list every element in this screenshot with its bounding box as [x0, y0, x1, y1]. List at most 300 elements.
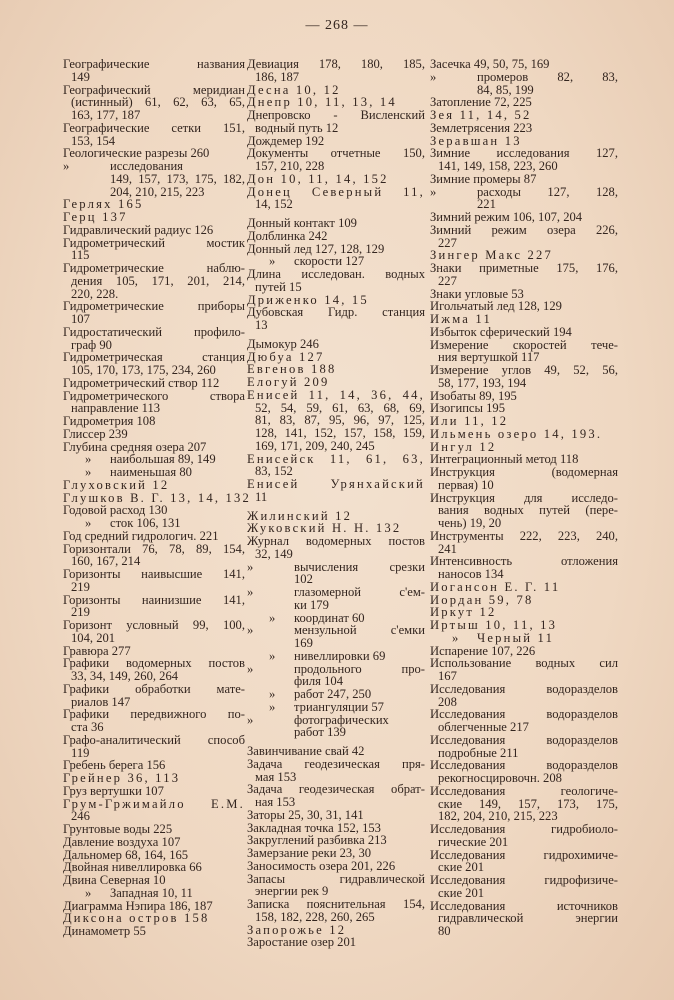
index-entry [63, 798, 245, 824]
index-text: Интенсивность отложения [430, 554, 618, 569]
index-text: Затопление 72, 225 [430, 95, 532, 110]
index-text: 208 [438, 694, 457, 709]
index-text: Грум-Гржимайло Е.М. [63, 796, 245, 811]
index-text: Землетрясения 223 [430, 120, 533, 135]
index-text: Записка пояснительная 154, [247, 897, 425, 911]
index-text: Груз вертушки 107 [63, 783, 164, 798]
index-text: 204, 210, 215, 223 [110, 184, 205, 199]
index-text: Знаки приметные 175, 176, [430, 261, 618, 275]
ditto-mark [63, 160, 110, 173]
index-text: 33, 34, 149, 260, 264 [71, 669, 179, 683]
index-text: Евгенов 188 [247, 362, 337, 377]
index-text: ная 153 [255, 795, 296, 809]
index-text: Дриженко 14, 15 [247, 292, 369, 307]
index-text: Зимние промеры 87 [430, 171, 537, 186]
index-text: исследования [110, 159, 183, 173]
index-line [430, 186, 618, 199]
index-text: Донец Северный 11, [247, 184, 425, 199]
index-text: 115 [71, 248, 90, 263]
index-text: Исследования гидробиоло- [430, 822, 618, 836]
index-line [247, 637, 425, 650]
index-text: Исследования водоразделов [430, 681, 618, 696]
index-entry [247, 873, 425, 899]
index-line [430, 912, 618, 925]
index-text: Заносимость озера 201, 226 [247, 858, 396, 873]
index-text: Горизонты наинизшие 141, [63, 592, 245, 607]
ditto-mark [247, 650, 294, 663]
index-text: Зингер Макс 227 [430, 248, 554, 263]
index-text: 219 [71, 579, 90, 594]
index-text: первая) 10 [438, 477, 494, 492]
index-text: 105, 170, 173, 175, 234, 260 [71, 363, 216, 377]
index-text: Двина Северная 10 [63, 873, 166, 887]
index-text: Год средний гидрологич. 221 [63, 528, 219, 543]
index-text: направление 113 [71, 401, 161, 416]
index-entry [247, 758, 425, 784]
index-text: Закладная точка 152, 153 [247, 820, 381, 835]
ditto-mark [247, 586, 294, 599]
index-text: ки 179 [294, 597, 329, 612]
index-entry [430, 555, 618, 581]
ditto-mark-glyph: » [269, 254, 276, 269]
ditto-mark [247, 612, 294, 625]
ditto-mark [247, 561, 294, 574]
index-text: 107 [71, 312, 90, 326]
index-entry [430, 900, 618, 938]
index-entry [430, 262, 618, 288]
index-entry [430, 734, 618, 760]
index-text: 13 [255, 318, 268, 332]
index-entry [247, 535, 425, 561]
index-subentry [247, 586, 425, 612]
index-text: ские 201 [438, 860, 485, 875]
index-text: риалов 147 [71, 694, 131, 709]
index-text: триангуляции 57 [294, 699, 384, 714]
index-line [430, 58, 618, 71]
index-text: 128, 141, 152, 157, 158, 159, [255, 426, 425, 440]
index-line [63, 874, 245, 887]
index-text: ния вертушкой 117 [438, 350, 540, 365]
index-text: 149, 157, 173, 175, 182, [110, 171, 245, 186]
index-text: Закруглений разбивка 213 [247, 833, 387, 848]
index-subentry [247, 561, 425, 587]
index-subentry [430, 186, 618, 212]
index-entry [430, 683, 618, 709]
index-text: Грунтовые воды 225 [63, 822, 173, 836]
index-text: продольного про- [294, 661, 425, 676]
index-entry [247, 109, 425, 135]
index-text: 169 [294, 636, 313, 650]
index-text: рекогносцировочн. 208 [438, 771, 562, 785]
index-text: Зимние исследования 127, [430, 146, 618, 161]
index-text: Исследования водоразделов [430, 707, 618, 722]
index-text: 246 [71, 809, 90, 824]
index-text: водный путь 12 [255, 120, 339, 135]
index-subentry [247, 650, 425, 663]
index-line [430, 925, 618, 938]
index-text: Запорожье 12 [247, 922, 347, 937]
index-text: 104, 201 [71, 630, 116, 645]
index-text: Гидравлический радиус 126 [63, 222, 214, 237]
index-entry [430, 874, 618, 900]
index-text: Географические названия [63, 57, 245, 71]
index-text: Задача геодезическая обрат- [247, 782, 425, 797]
index-entry [430, 339, 618, 365]
index-text: наносов 134 [438, 567, 504, 581]
index-entry [247, 453, 425, 479]
index-text: Графики обработки мате- [63, 681, 245, 696]
index-text: Гидрометрические наблю- [63, 261, 245, 275]
index-text: подробные 211 [438, 745, 519, 760]
ditto-mark-glyph: » [269, 610, 276, 625]
index-line [63, 237, 245, 250]
index-text: 241 [438, 541, 457, 556]
index-text: Изогипсы 195 [430, 401, 506, 416]
index-text: Гидрометрического створа [63, 388, 245, 403]
index-entry [63, 58, 245, 84]
index-text: 83, 152 [255, 464, 293, 479]
index-entry [430, 492, 618, 530]
index-line [247, 688, 425, 701]
ditto-mark [430, 71, 477, 84]
index-line [430, 173, 618, 186]
index-text: Исследования гидрохимиче- [430, 847, 618, 862]
index-text: Жуковский Н. Н. 132 [247, 521, 402, 536]
index-entry [430, 823, 618, 849]
ditto-mark [247, 624, 294, 637]
index-entry [430, 58, 618, 71]
index-text: Зеравшан 13 [430, 133, 522, 148]
index-entry [247, 268, 425, 294]
index-subentry [247, 688, 425, 701]
index-text: промеров 82, 83, [477, 69, 618, 84]
index-line [247, 198, 425, 211]
index-text: Избыток сферический 194 [430, 324, 572, 339]
ditto-mark-glyph: » [247, 623, 254, 638]
index-text: 149 [71, 69, 90, 84]
index-text: Днепровско - Висленский [247, 108, 425, 122]
index-text: Знаки угловые 53 [430, 286, 524, 301]
ditto-mark [247, 701, 294, 714]
index-entry [63, 326, 245, 352]
index-text: Гидрометрия 108 [63, 414, 156, 428]
index-line [63, 568, 245, 581]
index-text: Длина исследован. водных [247, 267, 425, 281]
index-entry [247, 783, 425, 809]
index-entry [247, 306, 425, 332]
index-entry [63, 543, 245, 569]
index-text: Герлях 165 [63, 197, 144, 212]
index-text: Донный контакт 109 [247, 216, 357, 230]
index-text: Замерзание реки 23, 30 [247, 846, 372, 860]
index-text: вычисления срезки [294, 559, 425, 574]
index-entry [63, 925, 245, 938]
index-line [63, 734, 245, 747]
index-text: Иртыш 10, 11, 13 [430, 618, 558, 632]
index-text: Инструкция (водомерная [430, 465, 618, 479]
index-subentry [247, 663, 425, 689]
index-text: координат 60 [294, 610, 365, 625]
index-text: Заторы 25, 30, 31, 141 [247, 807, 364, 822]
ditto-mark-glyph: » [269, 687, 276, 701]
index-text: Гидрометрическая станция [63, 350, 245, 365]
index-text: 58, 177, 193, 194 [438, 375, 527, 390]
index-text: Зимний режим озера 226, [430, 222, 618, 237]
index-entry [247, 147, 425, 173]
index-text: Задача геодезическая пря- [247, 756, 425, 771]
index-text: 227 [438, 273, 457, 288]
index-line [63, 798, 245, 811]
index-entry [247, 186, 425, 212]
index-text: дения 105, 171, 201, 214, [71, 273, 245, 288]
index-text: энергии рек 9 [255, 884, 329, 899]
index-line [247, 726, 425, 739]
index-text: Геологические разрезы 260 [63, 146, 210, 161]
index-text: Завинчивание свай 42 [247, 744, 365, 758]
index-text: Игольчатый лед 128, 129 [430, 299, 562, 314]
index-text: ста 36 [71, 720, 104, 734]
index-text: (истинный) 61, 62, 63, 65, [71, 95, 245, 110]
index-text: Графики водомерных постов [63, 656, 245, 671]
index-entry [430, 466, 618, 492]
index-entry [430, 708, 618, 734]
index-line [247, 478, 425, 491]
index-line [247, 561, 425, 574]
index-entry [63, 300, 245, 326]
index-entry [63, 619, 245, 645]
index-text: сток 106, 131 [110, 516, 181, 530]
index-line [430, 530, 618, 543]
index-text: гические 201 [438, 834, 509, 849]
ditto-mark-glyph: » [430, 69, 437, 84]
index-text: 32, 149 [255, 546, 293, 561]
index-text: Иркут 12 [430, 605, 497, 620]
index-text: Диаграмма Нэпира 186, 187 [63, 898, 213, 913]
index-text: Инструменты 222, 223, 240, [430, 528, 618, 543]
index-text: Горизонт условный 99, 100, [63, 618, 245, 632]
index-entry [63, 262, 245, 300]
index-text: 11 [255, 489, 268, 504]
index-column-2 [247, 58, 425, 949]
index-text: нивеллировки 69 [294, 648, 386, 663]
index-text: Документы отчетные 150, [247, 146, 425, 161]
index-text: Исследования гидрофизиче- [430, 873, 618, 887]
index-text: Десна 10, 12 [247, 82, 341, 97]
index-entry [63, 84, 245, 122]
index-text: Засечка 49, 50, 75, 169 [430, 57, 550, 71]
ditto-mark [247, 714, 294, 727]
index-text: 158, 182, 228, 260, 265 [255, 909, 375, 924]
index-entry [63, 683, 245, 709]
index-line [63, 594, 245, 607]
index-text: ские 201 [438, 885, 485, 900]
index-text: 153, 154 [71, 133, 116, 148]
index-text: Енисей 11, 14, 36, 44, [247, 387, 425, 402]
index-text: Гидрометрический створ 112 [63, 375, 220, 390]
index-line [63, 925, 245, 938]
index-text: облегченные 217 [438, 720, 529, 734]
index-text: Ингул 12 [430, 439, 497, 454]
index-entry [63, 237, 245, 263]
index-text: Испарение 107, 226 [430, 643, 536, 658]
index-text: Инструкция для исследо- [430, 490, 618, 505]
index-text: Зея 11, 14, 52 [430, 108, 532, 122]
ditto-mark-glyph: » [63, 159, 70, 173]
index-text: Географические сетки 151, [63, 120, 245, 135]
index-subentry [247, 714, 425, 740]
index-text: 102 [294, 572, 313, 587]
index-text: 141, 149, 158, 223, 260 [438, 159, 558, 173]
index-text: Глуховский 12 [63, 477, 170, 492]
index-text: глазомерной с'ем- [294, 585, 425, 599]
index-text: 157, 210, 228 [255, 159, 325, 173]
index-text: Дальномер 68, 164, 165 [63, 847, 189, 862]
index-text: 14, 152 [255, 197, 293, 212]
index-subentry [247, 701, 425, 714]
index-entry [247, 898, 425, 924]
index-text: Исследования водоразделов [430, 732, 618, 747]
index-text: Исследования водоразделов [430, 758, 618, 773]
index-line [430, 657, 618, 670]
ditto-mark [430, 186, 477, 199]
index-text: скорости 127 [294, 254, 365, 269]
index-entry [430, 147, 618, 173]
index-text: наибольшая 89, 149 [110, 452, 216, 467]
index-entry [430, 657, 618, 683]
index-line [247, 701, 425, 714]
index-text: Енисейск 11, 61, 63, [247, 451, 425, 466]
index-text: Измерение скоростей тече- [430, 337, 618, 352]
index-text: филя 104 [294, 674, 344, 689]
ditto-mark-glyph: » [430, 184, 437, 199]
index-line [430, 224, 618, 237]
index-line [63, 300, 245, 313]
index-text: расходы 127, 128, [477, 184, 618, 199]
index-entry [63, 351, 245, 377]
index-entry [430, 530, 618, 556]
index-text: 219 [71, 605, 90, 620]
index-text: 160, 167, 214 [71, 554, 141, 569]
index-text: Интеграционный метод 118 [430, 452, 579, 467]
index-line [247, 306, 425, 319]
index-text: Енисей Урянхайский [247, 477, 425, 491]
index-text: Ильмень озеро 14, 193. [430, 426, 603, 441]
index-text: 163, 177, 187 [71, 108, 141, 122]
index-entry [247, 58, 425, 84]
index-entry [63, 874, 245, 887]
ditto-mark-glyph: » [452, 630, 459, 645]
index-text: Черный 11 [477, 630, 555, 645]
index-entry [430, 173, 618, 186]
index-text: чень) 19, 20 [438, 516, 502, 530]
index-line [247, 319, 425, 332]
index-text: Глубина средняя озера 207 [63, 439, 207, 454]
index-line [247, 650, 425, 663]
ditto-mark-glyph: » [85, 516, 92, 530]
index-line [247, 936, 425, 949]
index-line [430, 683, 618, 696]
index-text: Исследования источников [430, 898, 618, 913]
index-text: вания водных путей (пере- [438, 503, 618, 518]
index-text: Гидрометрический мостик [63, 235, 245, 250]
index-text: Заростание озер 201 [247, 935, 357, 950]
ditto-mark-glyph: » [269, 648, 276, 663]
index-text: 81, 83, 87, 95, 96, 97, 125, [255, 413, 425, 428]
ditto-mark-glyph: » [247, 712, 254, 727]
index-text: 119 [71, 745, 90, 760]
index-text: Графо-аналитический способ [63, 732, 245, 747]
index-text: Девиация 178, 180, 185, [247, 57, 425, 71]
index-text: фотографических [294, 712, 389, 727]
index-text: Иордан 59, 78 [430, 592, 534, 607]
index-text: 186, 187 [255, 69, 300, 84]
index-subentry [247, 624, 425, 650]
ditto-mark-glyph: » [247, 559, 254, 574]
index-text: 182, 204, 210, 215, 223 [438, 809, 558, 824]
index-text: Диксона остров 158 [63, 911, 210, 926]
index-entry [247, 936, 425, 949]
index-entry [63, 734, 245, 760]
index-text: Журнал водомерных постов [247, 534, 425, 548]
index-column-3 [430, 58, 618, 938]
index-line [247, 599, 425, 612]
index-text: Графики передвижного по- [63, 707, 245, 722]
index-text: 169, 171, 209, 240, 245 [255, 438, 375, 453]
index-text: Двойная нивеллировка 66 [63, 860, 202, 875]
index-text: Или 11, 12 [430, 414, 509, 428]
index-text: ские 149, 157, 173, 175, [438, 796, 618, 811]
index-text: Ижма 11 [430, 312, 492, 326]
index-text: Зимний режим 106, 107, 204 [430, 210, 583, 224]
index-subentry [63, 160, 245, 198]
index-line [247, 548, 425, 561]
index-line [63, 58, 245, 71]
index-line [430, 619, 618, 632]
index-text: Дюбуа 127 [247, 349, 325, 364]
ditto-mark-glyph: » [247, 585, 254, 599]
ditto-mark [247, 688, 294, 701]
index-text: Днепр 10, 11, 13, 14 [247, 95, 397, 110]
index-text: Давление воздуха 107 [63, 834, 181, 849]
index-text: 221 [477, 197, 496, 212]
index-entry [63, 390, 245, 416]
index-text: Использование водных сил [430, 656, 618, 671]
index-text: Долблинка 242 [247, 228, 328, 243]
index-text: Дымокур 246 [247, 336, 319, 351]
index-entry [430, 224, 618, 250]
index-text: Изобаты 89, 195 [430, 388, 517, 403]
index-entry [63, 657, 245, 683]
ditto-mark-glyph: » [269, 699, 276, 714]
page-number: — 268 — [305, 18, 369, 33]
index-text: 227 [438, 235, 457, 250]
index-text: Западная 10, 11 [110, 885, 193, 900]
index-text: Дон 10, 11, 14, 152 [247, 171, 389, 186]
ditto-mark [247, 663, 294, 676]
index-text: Иогансон Е. Г. 11 [430, 579, 561, 594]
index-text: Исследования геологиче- [430, 783, 618, 798]
index-text: работ 139 [294, 725, 346, 740]
index-line [430, 262, 618, 275]
index-entry [63, 708, 245, 734]
index-text: 52, 54, 59, 61, 63, 68, 69, [255, 400, 425, 415]
index-entry [247, 389, 425, 453]
index-text: 80 [438, 924, 451, 938]
index-entry [430, 619, 618, 632]
index-text: Глушков В. Г. 13, 14, 132 [63, 490, 252, 505]
index-text: мая 153 [255, 769, 297, 784]
index-text: Глиссер 239 [63, 426, 128, 441]
